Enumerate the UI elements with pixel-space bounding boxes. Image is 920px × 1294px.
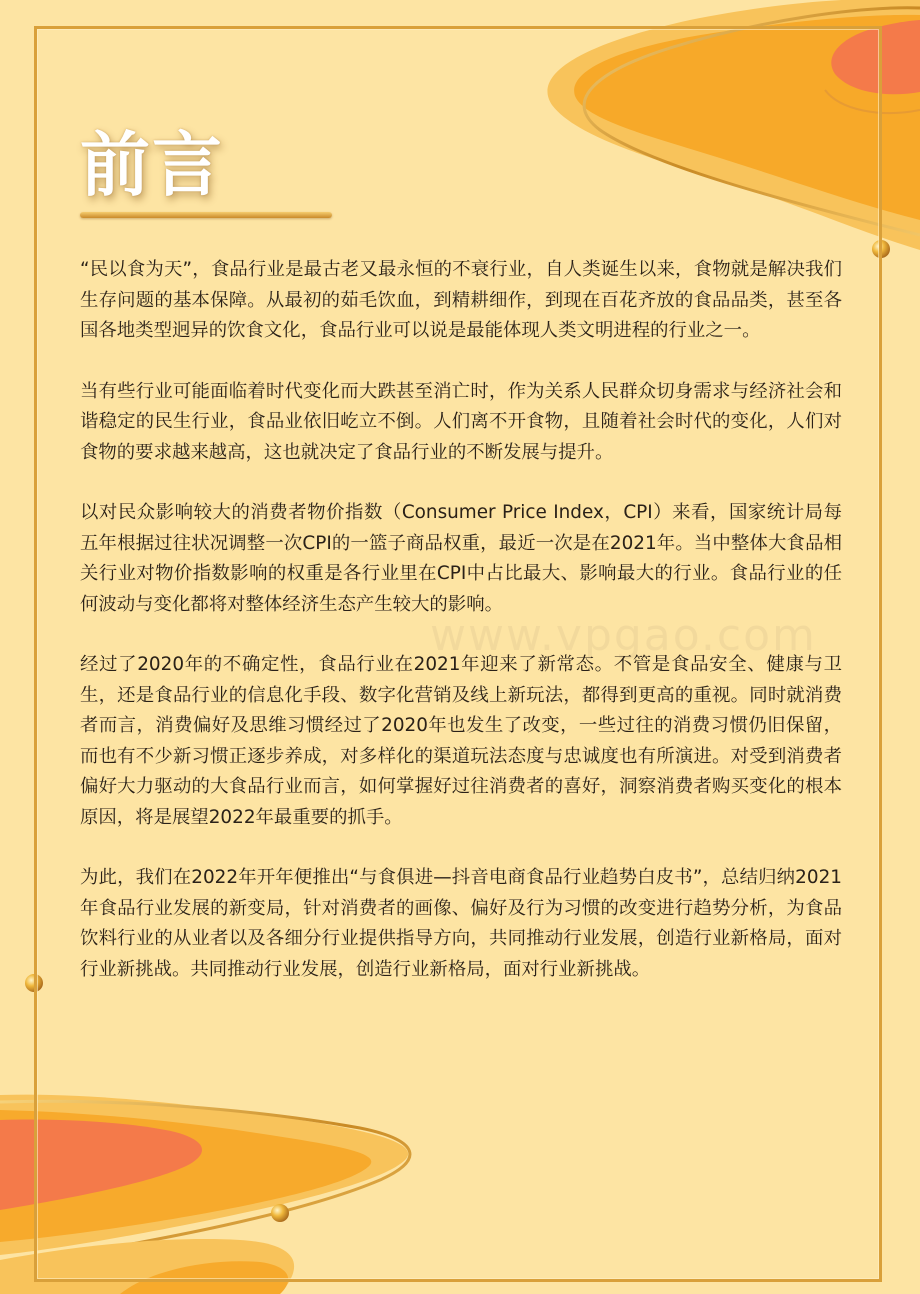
page-title: 前言 [80,124,224,206]
paragraph-5: 为此，我们在2022年开年便推出“与食俱进—抖音电商食品行业趋势白皮书”，总结归纳2021年食品行业发展的新变局，针对消费者的画像、偏好及行为习惯的改变进行趋势分析，为食品饮料行业的从业者以及各细分行业提供指导方向，共同推动行业发展，创造行业新格局，面对行业新挑战。共同推动行业发展，创造行业新格局，面对行业新挑战。 [80,867,842,980]
watermark-text: www.vpgao.com [430,610,817,661]
paragraph-4: 经过了2020年的不确定性，食品行业在2021年迎来了新常态。不管是食品安全、健康与卫生，还是食品行业的信息化手段、数字化营销及线上新玩法，都得到更高的重视。同时就消费者而言，消费偏好及思维习惯经过了2020年也发生了改变，一些过往的消费习惯仍旧保留，而也有不少新习惯正逐步养成，对多样化的渠道玩法态度与忠诚度也有所演进。对受到消费者偏好大力驱动的大食品行业而言，如何掌握好过往消费者的喜好，洞察消费者购买变化的根本原因，将是展望2022年最重要的抓手。 [80,654,842,828]
paragraph-1: “民以食为天”，食品行业是最古老又最永恒的不衰行业，自人类诞生以来，食物就是解决我们生存问题的基本保障。从最初的茹毛饮血，到精耕细作，到现在百花齐放的食品品类，甚至各国各地类型迥异的饮食文化，食品行业可以说是最能体现人类文明进程的行业之一。 [80,259,842,341]
preface-body [80,255,842,1015]
title-underline [80,212,332,218]
paragraph-3: 以对民众影响较大的消费者物价指数（Consumer Price Index，CPI）来看，国家统计局每五年根据过往状况调整一次CPI的一篮子商品权重，最近一次是在2021年。当中整体大食品相关行业对物价指数影响的权重是各行业里在CPI中占比最大、影响最大的行业。食品行业的任何波动与变化都将对整体经济生态产生较大的影响。 [80,502,842,615]
paragraph-2: 当有些行业可能面临着时代变化而大跌甚至消亡时，作为关系人民群众切身需求与经济社会和谐稳定的民生行业，食品业依旧屹立不倒。人们离不开食物，且随着社会时代的变化，人们对食物的要求越来越高，这也就决定了食品行业的不断发展与提升。 [80,380,842,463]
